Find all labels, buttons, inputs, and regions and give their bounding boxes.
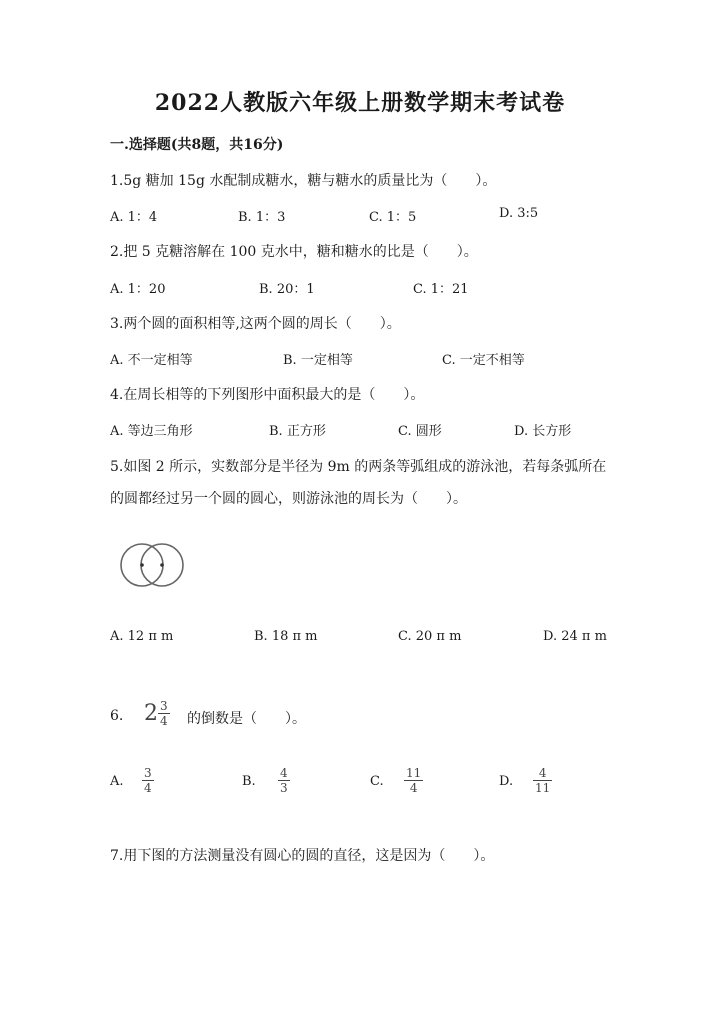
question-4-stem: 4.在周长相等的下列图形中面积最大的是（ ）。: [110, 387, 425, 403]
q4-option-d[interactable]: D. 长方形: [514, 424, 572, 439]
question-6-stem: 的倒数是（ ）。: [187, 711, 306, 727]
q6-option-c-fraction[interactable]: [404, 766, 423, 795]
question-7-stem: 7.用下图的方法测量没有圆心的圆的直径，这是因为（ ）。: [110, 848, 495, 864]
q6-d-denominator: 11: [535, 781, 551, 795]
q3-option-b[interactable]: B. 一定相等: [283, 353, 353, 368]
question-1-stem: 1.5g 糖加 15g 水配制成糖水，糖与糖水的质量比为（ ）。: [110, 173, 497, 189]
q6-option-c-label[interactable]: C.: [370, 774, 384, 789]
pool-figure: [118, 540, 188, 590]
q6-b-numerator: 4: [280, 766, 288, 780]
q1-option-d[interactable]: D. 3:5: [499, 206, 539, 221]
q6-option-b-label[interactable]: B.: [242, 774, 256, 789]
q6-option-a-fraction[interactable]: [142, 766, 154, 795]
q6-mixed-number: [144, 699, 170, 728]
question-3-stem: 3.两个圆的面积相等,这两个圆的周长（ ）。: [110, 316, 401, 332]
q1-option-a[interactable]: A. 1：4: [110, 210, 158, 225]
q6-option-b-fraction[interactable]: [278, 766, 290, 795]
page-title: 2022人教版六年级上册数学期末考试卷: [154, 90, 566, 116]
pool-center-right: [160, 563, 164, 567]
q6-c-denominator: 4: [404, 780, 423, 795]
q1-option-c[interactable]: C. 1：5: [369, 210, 417, 225]
q6-option-d-label[interactable]: D.: [499, 774, 514, 789]
question-5-stem-line1: 5.如图 2 所示，实数部分是半径为 9m 的两条等弧组成的游泳池，若每条弧所在: [110, 459, 607, 475]
q3-option-c[interactable]: C. 一定不相等: [442, 353, 525, 368]
q2-option-a[interactable]: A. 1：20: [110, 282, 166, 297]
q6-b-denominator: 3: [280, 781, 288, 795]
q5-option-d[interactable]: D. 24 π m: [543, 629, 607, 644]
q6-a-denominator: 4: [144, 781, 152, 795]
question-6-number: 6.: [110, 708, 124, 724]
q4-option-b[interactable]: B. 正方形: [269, 424, 326, 439]
q2-option-c[interactable]: C. 1：21: [413, 282, 469, 297]
q6-d-numerator: 4: [538, 766, 547, 780]
q4-option-a[interactable]: A. 等边三角形: [110, 424, 193, 439]
q6-a-numerator: 3: [144, 766, 152, 780]
q6-mixed-numerator: 3: [160, 699, 168, 713]
q6-mixed-denominator: 4: [160, 714, 168, 728]
q6-option-a-label[interactable]: A.: [110, 774, 124, 789]
q6-mixed-whole: 2: [144, 701, 158, 726]
q6-c-numerator: 11: [406, 766, 422, 780]
pool-center-left: [140, 563, 144, 567]
q6-option-d-fraction[interactable]: [533, 766, 552, 795]
section-heading: 一.选择题(共8题，共16分): [110, 137, 284, 153]
q5-option-c[interactable]: C. 20 π m: [398, 629, 462, 644]
question-2-stem: 2.把 5 克糖溶解在 100 克水中，糖和糖水的比是（ ）。: [110, 244, 478, 260]
q5-option-b[interactable]: B. 18 π m: [254, 629, 318, 644]
q2-option-b[interactable]: B. 20：1: [259, 282, 315, 297]
q4-option-c[interactable]: C. 圆形: [398, 424, 442, 439]
question-5-stem-line2: 的圆都经过另一个圆的圆心，则游泳池的周长为（ ）。: [110, 491, 467, 507]
q3-option-a[interactable]: A. 不一定相等: [110, 353, 193, 368]
q5-option-a[interactable]: A. 12 π m: [110, 629, 174, 644]
q1-option-b[interactable]: B. 1：3: [238, 210, 286, 225]
